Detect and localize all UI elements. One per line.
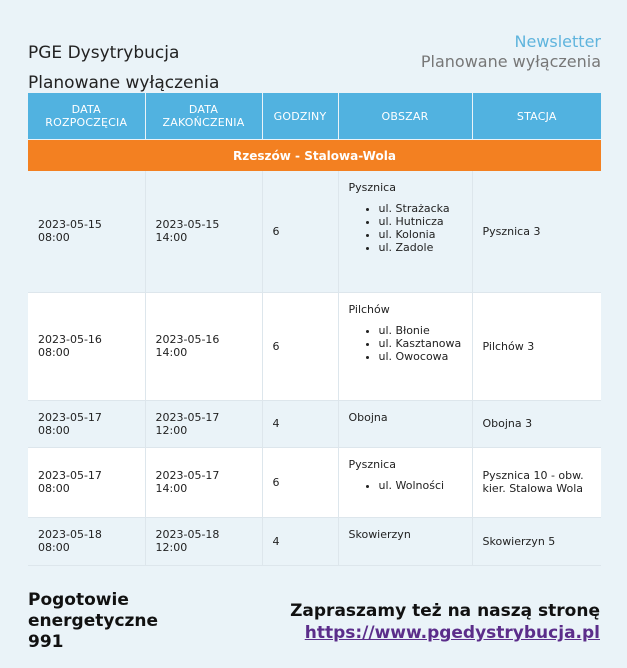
area-cell bbox=[338, 171, 472, 292]
area-name: Obojna bbox=[348, 410, 388, 424]
hours-cell: 6 bbox=[262, 292, 338, 400]
end-date-cell: 2023-05-17 12:00 bbox=[145, 400, 262, 447]
hours-cell: 6 bbox=[262, 447, 338, 517]
list-item: • ul. Hutnicza bbox=[379, 215, 462, 228]
list-item: • ul. Kasztanowa bbox=[379, 337, 462, 350]
emergency-number: 991 bbox=[28, 632, 64, 652]
area-name: Pilchów bbox=[348, 302, 390, 316]
station-cell: Pilchów 3 bbox=[472, 292, 601, 400]
list-item: • ul. Owocowa bbox=[379, 350, 462, 363]
outages-table bbox=[28, 93, 601, 566]
area-cell bbox=[338, 517, 472, 565]
hours-cell: 4 bbox=[262, 400, 338, 447]
street-list bbox=[349, 202, 462, 254]
column-header-hours: GODZINY bbox=[262, 93, 338, 140]
end-date-cell: 2023-05-15 14:00 bbox=[145, 171, 262, 292]
page-title: Planowane wyłączenia bbox=[28, 73, 220, 93]
list-item: • ul. Błonie bbox=[379, 324, 462, 337]
hours-cell: 6 bbox=[262, 171, 338, 292]
station-cell: Pysznica 3 bbox=[472, 171, 601, 292]
table-header-row bbox=[28, 93, 601, 140]
area-name: Pysznica bbox=[348, 181, 396, 194]
list-item: • ul. Kolonia bbox=[379, 228, 462, 241]
header bbox=[28, 30, 601, 92]
area-name: Pysznica bbox=[348, 457, 396, 471]
end-date-cell: 2023-05-18 12:00 bbox=[145, 517, 262, 565]
table-row bbox=[28, 517, 601, 565]
planned-outages-link[interactable]: Planowane wyłączenia bbox=[420, 52, 601, 71]
start-date-cell: 2023-05-15 08:00 bbox=[28, 171, 145, 292]
area-cell bbox=[338, 292, 472, 400]
table-row bbox=[28, 400, 601, 447]
start-date-cell: 2023-05-16 08:00 bbox=[28, 292, 145, 400]
list-item: • ul. Zadole bbox=[379, 241, 462, 254]
start-date-cell: 2023-05-18 08:00 bbox=[28, 517, 145, 565]
region-name: Rzeszów - Stalowa-Wola bbox=[28, 140, 601, 172]
column-header-start-date: DATA ROZPOCZĘCIA bbox=[28, 93, 145, 140]
website-link[interactable]: https://www.pgedystrybucja.pl bbox=[304, 623, 600, 643]
emergency-info bbox=[28, 590, 198, 653]
station-cell: Pysznica 10 - obw. kier. Stalowa Wola bbox=[472, 447, 601, 517]
station-cell: Skowierzyn 5 bbox=[472, 517, 601, 565]
column-header-area: OBSZAR bbox=[338, 93, 472, 140]
table-row bbox=[28, 292, 601, 400]
column-header-end-date: DATA ZAKOŃCZENIA bbox=[145, 93, 262, 140]
list-item: • ul. Strażacka bbox=[379, 202, 462, 215]
brand-name: PGE Dysytrybucja bbox=[28, 43, 180, 63]
station-cell: Obojna 3 bbox=[472, 400, 601, 447]
website-invite bbox=[290, 600, 600, 644]
end-date-cell: 2023-05-17 14:00 bbox=[145, 447, 262, 517]
list-item: • ul. Wolności bbox=[379, 479, 462, 492]
street-list bbox=[349, 479, 462, 492]
area-cell bbox=[338, 447, 472, 517]
emergency-label: Pogotowie energetyczne bbox=[28, 590, 159, 631]
area-cell bbox=[338, 400, 472, 447]
table-row bbox=[28, 447, 601, 517]
end-date-cell: 2023-05-16 14:00 bbox=[145, 292, 262, 400]
region-row bbox=[28, 140, 601, 172]
area-name: Skowierzyn bbox=[348, 527, 411, 541]
start-date-cell: 2023-05-17 08:00 bbox=[28, 400, 145, 447]
newsletter-link[interactable]: Newsletter bbox=[514, 32, 601, 51]
invite-text: Zapraszamy też na naszą stronę bbox=[290, 601, 600, 621]
table-row bbox=[28, 171, 601, 292]
street-list bbox=[349, 324, 462, 363]
start-date-cell: 2023-05-17 08:00 bbox=[28, 447, 145, 517]
column-header-station: STACJA bbox=[472, 93, 601, 140]
hours-cell: 4 bbox=[262, 517, 338, 565]
